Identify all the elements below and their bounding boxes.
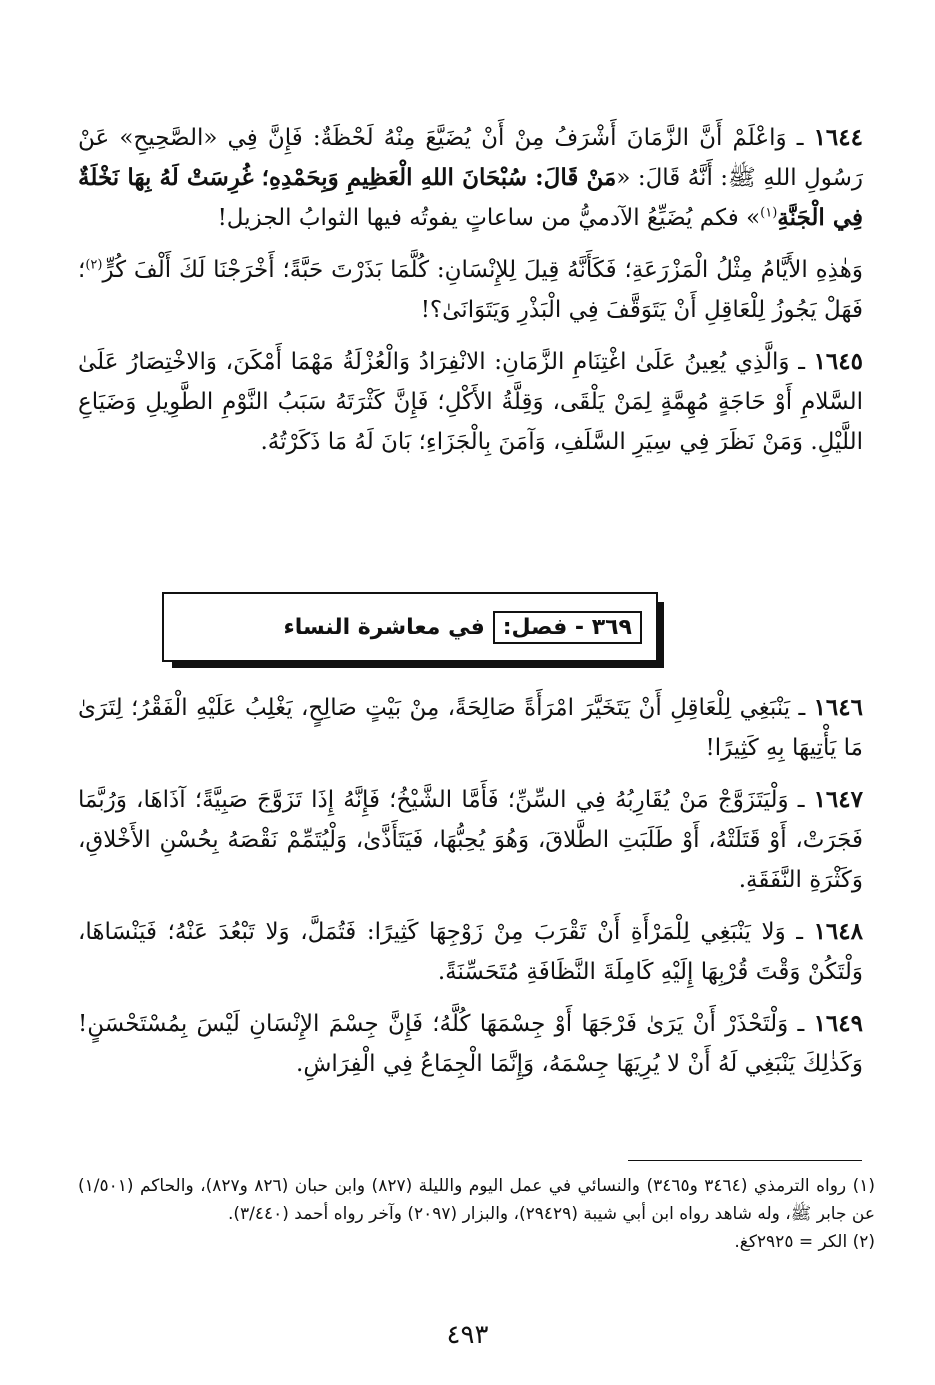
footnote-divider bbox=[628, 1160, 862, 1161]
footnotes bbox=[78, 1172, 875, 1256]
page-number: ٤٩٣ bbox=[446, 1320, 489, 1350]
paragraph-text: وَهٰذِهِ الأَيَّامُ مِثْلُ الْمَزْرَعَةِ؛ فَكَأَنَّهُ قِيلَ لِلإِنْسَانِ: كُلَّمَا بَذَرْتَ حَبَّةً؛ أَخْرَجْنَا لَكَ أَلْفَ كُرٍّ bbox=[102, 257, 863, 283]
footnote-ref-1[interactable]: (١) bbox=[760, 205, 778, 221]
paragraph-text: ـ وَالَّذِي يُعِينُ عَلَىٰ اغْتِنَامِ الزَّمَانِ: الانْفِرَادُ وَالْعُزْلَةُ مَهْمَا أَمْكَنَ، وَالاخْتِصَارُ عَلَىٰ السَّلامِ أَوْ حَاجَةٍ مُهِمَّةٍ لِمَنْ يَلْقَى، وَقِلَّةُ الأَكْلِ؛ فَإِنَّ كَثْرَتَهُ سَبَبُ النَّوْمِ الطَّوِيلِ وَضَيَاعِ اللَّيْلِ. وَمَنْ نَظَرَ فِي سِيَرِ السَّلَفِ، وَآمَنَ بِالْجَزَاءِ؛ بَانَ لَهُ مَا ذَكَرْتُهُ. bbox=[78, 349, 863, 455]
bottom-text-block bbox=[78, 688, 863, 1096]
section-number: ٣٦٩ - فصل: bbox=[493, 611, 642, 644]
paragraph-1644 bbox=[78, 118, 863, 238]
hadith-text: مَنْ قَالَ: سُبْحَانَ اللهِ الْعَظِيمِ وَبِحَمْدِهِ؛ غُرِسَتْ لَهُ بِهَا نَخْلَةٌ فِي الْجَنَّةِ bbox=[78, 164, 863, 231]
paragraph-number: ١٦٤٧ bbox=[813, 786, 863, 813]
paragraph-text: ـ وَلا يَنْبَغِي لِلْمَرْأَةِ أَنْ تَقْرَبَ مِنْ زَوْجِهَا كَثِيرًا: فَتُمَلَّ، وَلا تَبْعُدَ عَنْهُ؛ فَيَنْسَاهَا، وَلْتَكُنْ وَقْتَ قُرْبِهَا إِلَيْهِ كَامِلَةَ النَّظَافَةِ مُتَحَسِّنَةً. bbox=[78, 919, 863, 985]
paragraph-tail: ؛ فَهَلْ يَجُوزُ لِلْعَاقِلِ أَنْ يَتَوَقَّفَ فِي الْبَذْرِ وَيَتَوَانَىٰ؟! bbox=[78, 257, 863, 323]
paragraph-number: ١٦٤٤ bbox=[813, 124, 863, 151]
paragraph-number: ١٦٤٨ bbox=[813, 918, 863, 945]
paragraph-tail: » فكم يُضَيِّعُ الآدميُّ من ساعاتٍ يفوتُه فيها الثوابُ الجزيل! bbox=[217, 205, 761, 231]
paragraph-number: ١٦٤٩ bbox=[813, 1010, 863, 1037]
section-title: في معاشرة النساء bbox=[283, 614, 485, 640]
paragraph-number: ١٦٤٥ bbox=[813, 348, 863, 375]
top-text-block bbox=[78, 118, 863, 474]
paragraph-farm bbox=[78, 250, 863, 330]
paragraph-text: ـ وَاعْلَمْ أَنَّ الزَّمَانَ أَشْرَفُ مِنْ أَنْ يُضَيَّعَ مِنْهُ لَحْظَةٌ: فَإِنَّ فِي «الصَّحِيحِ» عَنْ رَسُولِ اللهِ ﷺ: أَنَّهُ قَالَ: « bbox=[78, 125, 864, 191]
paragraph-text: ـ يَنْبَغِي لِلْعَاقِلِ أَنْ يَتَخَيَّرَ امْرَأَةً صَالِحَةً، مِنْ بَيْتٍ صَالِحٍ، يَغْلِبُ عَلَيْهِ الْفَقْرُ؛ لِتَرَىٰ مَا يَأْتِيهَا بِهِ كَثِيرًا! bbox=[78, 695, 863, 761]
paragraph-text: ـ وَلْتَحْذَرْ أَنْ يَرَىٰ فَرْجَهَا أَوْ جِسْمَهَا كُلَّهُ؛ فَإِنَّ جِسْمَ الإِنْسَانِ لَيْسَ بِمُسْتَحْسَنٍ! وَكَذٰلِكَ يَنْبَغِي لَهُ أَنْ لا يُرِيَهَا جِسْمَهُ، وَإِنَّمَا الْجِمَاعُ فِي الْفِرَاشِ. bbox=[78, 1011, 863, 1077]
paragraph-1645 bbox=[78, 342, 863, 462]
footnote-ref-2[interactable]: (٢) bbox=[85, 257, 103, 273]
footnote-1: (١) رواه الترمذي (٣٤٦٤ و٣٤٦٥) والنسائي في عمل اليوم والليلة (٨٢٧) وابن حبان (٨٢٦ و٨٢٧)، والحاكم (١/٥٠١) عن جابر ﷺ، وله شاهد رواه ابن أبي شيبة (٢٩٤٢٩)، والبزار (٢٠٩٧) وآخر رواه أحمد (٣/٤٤٠). bbox=[78, 1176, 875, 1224]
paragraph-1647 bbox=[78, 780, 863, 900]
paragraph-1648 bbox=[78, 912, 863, 992]
paragraph-text: ـ وَلْيَتَزَوَّجْ مَنْ يُقَارِبُهُ فِي السِّنِّ؛ فَأَمَّا الشَّيْخُ؛ فَإِنَّهُ إِذَا تَزَوَّجَ صَبِيَّةً؛ آذَاهَا، وَرُبَّمَا فَجَرَتْ، أَوْ قَتَلَتْهُ، أَوْ طَلَبَتِ الطَّلاقَ، وَهُوَ يُحِبُّهَا، فَيَتَأَذَّىٰ، وَلْيُتَمِّمْ نَقْصَهُ بِحُسْنِ الأَخْلاقِ، وَكَثْرَةِ النَّفَقَةِ. bbox=[78, 787, 863, 893]
paragraph-number: ١٦٤٦ bbox=[813, 694, 863, 721]
section-heading-box bbox=[162, 592, 658, 662]
footnote-2: (٢) الكر = ٢٩٢٥كغ. bbox=[734, 1232, 875, 1252]
section-heading bbox=[164, 594, 656, 660]
paragraph-1649 bbox=[78, 1004, 863, 1084]
paragraph-1646 bbox=[78, 688, 863, 768]
